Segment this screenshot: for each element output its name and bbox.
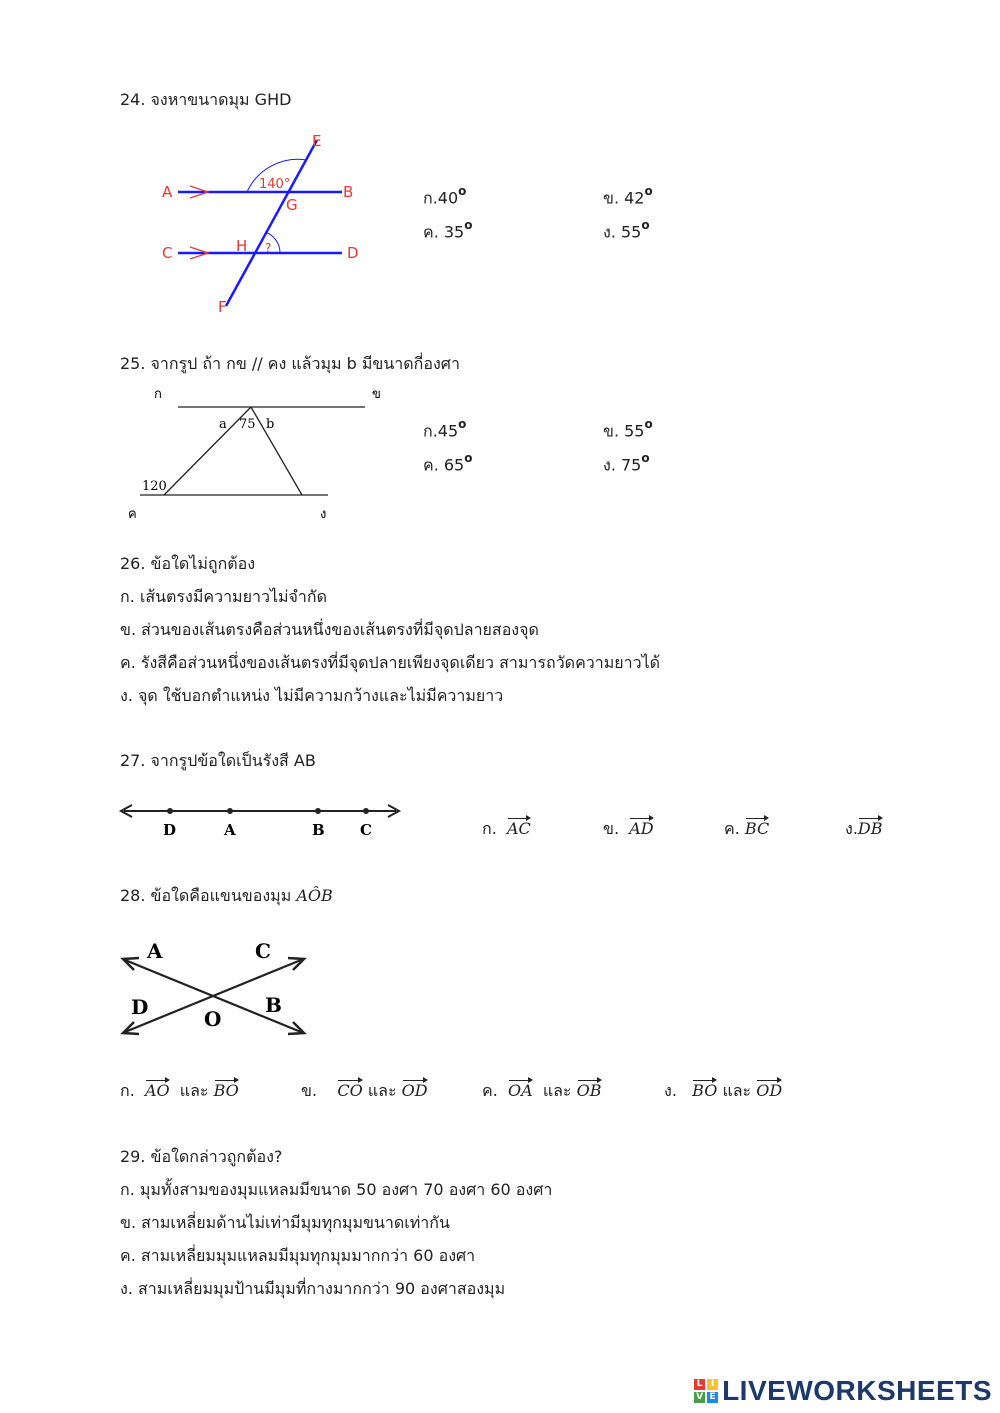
label-k2: ข bbox=[372, 387, 381, 402]
q26-option-1[interactable]: ก. เส้นตรงมีความยาวไม่จำกัด bbox=[120, 587, 327, 606]
q29-option-1[interactable]: ก. มุมทั้งสามของมุมแหลมมีขนาด 50 องศา 70 องศา 60 องศา bbox=[120, 1180, 553, 1199]
angle-name: AÔB bbox=[296, 886, 333, 905]
q25-figure bbox=[120, 380, 390, 525]
label-k1: ก bbox=[154, 387, 162, 402]
q27-option-3[interactable]: ค. BC bbox=[724, 815, 769, 842]
q25-option-1[interactable]: ก.45$^o$ bbox=[423, 417, 467, 441]
q29-question: 29. ข้อใดกล่าวถูกต้อง? bbox=[120, 1147, 283, 1166]
q24-question: 24. จงหาขนาดมุม GHD bbox=[120, 90, 292, 109]
label-d: D bbox=[347, 244, 359, 262]
q28-figure bbox=[115, 936, 315, 1046]
label-d: D bbox=[163, 821, 177, 839]
q24-option-4[interactable]: ง. 55$^o$ bbox=[603, 218, 650, 242]
q25-option-3[interactable]: ค. 65$^o$ bbox=[423, 451, 473, 475]
logo-box-v: V bbox=[694, 1392, 705, 1403]
q25-option-4[interactable]: ง. 75$^o$ bbox=[603, 451, 650, 475]
q25-option-2[interactable]: ข. 55$^o$ bbox=[603, 417, 653, 441]
q26-option-3[interactable]: ค. รังสีคือส่วนหนึ่งของเส้นตรงที่มีจุดปลายเพียงจุดเดียว สามารถวัดความยาวได้ bbox=[120, 653, 661, 672]
line-right bbox=[251, 407, 302, 495]
q25-question: 25. จากรูป ถ้า กข // คง แล้วมุม b มีขนาดกี่องศา bbox=[120, 354, 460, 373]
label-h: H bbox=[236, 237, 248, 255]
label-b: B bbox=[312, 821, 325, 839]
logo-box-e: E bbox=[707, 1392, 718, 1403]
point-b bbox=[315, 808, 321, 814]
q28-question: 28. ข้อใดคือแขนของมุม AÔB bbox=[120, 886, 333, 905]
q27-option-1[interactable]: ก. AC bbox=[482, 815, 531, 842]
q27-option-2[interactable]: ข. AD bbox=[603, 815, 654, 842]
logo-icon bbox=[694, 1379, 718, 1403]
q29-option-2[interactable]: ข. สามเหลี่ยมด้านไม่เท่ามีมุมทุกมุมขนาดเท่ากัน bbox=[120, 1213, 450, 1232]
point-a bbox=[227, 808, 233, 814]
label-a: A bbox=[224, 821, 236, 839]
point-d bbox=[167, 808, 173, 814]
line-ef bbox=[226, 140, 317, 306]
q28-option-3[interactable]: ค. OA และ OB bbox=[482, 1077, 602, 1104]
label-140: 140° bbox=[259, 177, 291, 192]
q29-option-4[interactable]: ง. สามเหลี่ยมมุมป้านมีมุมที่กางมากกว่า 90 องศาสองมุม bbox=[120, 1279, 506, 1298]
point-c bbox=[363, 808, 369, 814]
label-c: C bbox=[255, 939, 271, 963]
label-c: C bbox=[162, 244, 173, 262]
q29-option-3[interactable]: ค. สามเหลี่ยมมุมแหลมมีมุมทุกมุมมากกว่า 60 องศา bbox=[120, 1246, 476, 1265]
label-b: b bbox=[266, 417, 275, 432]
line-left bbox=[164, 407, 251, 495]
logo-text: LIVEWORKSHEETS bbox=[722, 1375, 992, 1406]
label-e: E bbox=[312, 132, 322, 150]
label-g: G bbox=[286, 196, 298, 214]
q24-option-2[interactable]: ข. 42$^o$ bbox=[603, 184, 653, 208]
label-a: A bbox=[162, 183, 173, 201]
label-c: C bbox=[360, 821, 372, 839]
q26-question: 26. ข้อใดไม่ถูกต้อง bbox=[120, 554, 256, 573]
q26-option-2[interactable]: ข. ส่วนของเส้นตรงคือส่วนหนึ่งของเส้นตรงที่มีจุดปลายสองจุด bbox=[120, 620, 539, 639]
label-120: 120 bbox=[142, 479, 167, 494]
q24-option-1[interactable]: ก.40$^o$ bbox=[423, 184, 467, 208]
liveworksheets-logo bbox=[694, 1375, 992, 1407]
label-unknown: ? bbox=[265, 241, 272, 255]
logo-box-i: I bbox=[707, 1379, 718, 1390]
label-75: 75 bbox=[239, 417, 256, 432]
label-b: B bbox=[265, 993, 282, 1017]
label-k3: ค bbox=[128, 507, 137, 522]
q24-figure bbox=[150, 128, 370, 323]
label-b: B bbox=[343, 183, 354, 201]
q27-question: 27. จากรูปข้อใดเป็นรังสี AB bbox=[120, 751, 316, 770]
q27-option-4[interactable]: ง.DB bbox=[845, 815, 883, 842]
label-k4: ง bbox=[320, 507, 327, 522]
label-a: a bbox=[219, 417, 227, 432]
q28-option-4[interactable]: ง. BO และ OD bbox=[664, 1077, 782, 1104]
q27-figure bbox=[118, 800, 403, 842]
q28-option-2[interactable]: ข. CO และ OD bbox=[301, 1077, 428, 1104]
q28-option-1[interactable]: ก. AO และ BO bbox=[120, 1077, 239, 1104]
q26-option-4[interactable]: ง. จุด ใช้บอกตำแหน่ง ไม่มีความกว้างและไม่มีความยาว bbox=[120, 686, 504, 705]
label-o: O bbox=[204, 1007, 222, 1031]
label-f: F bbox=[218, 298, 227, 316]
label-d: D bbox=[131, 995, 149, 1019]
q24-option-3[interactable]: ค. 35$^o$ bbox=[423, 218, 473, 242]
label-a: A bbox=[147, 939, 163, 963]
logo-box-l: L bbox=[694, 1379, 705, 1390]
